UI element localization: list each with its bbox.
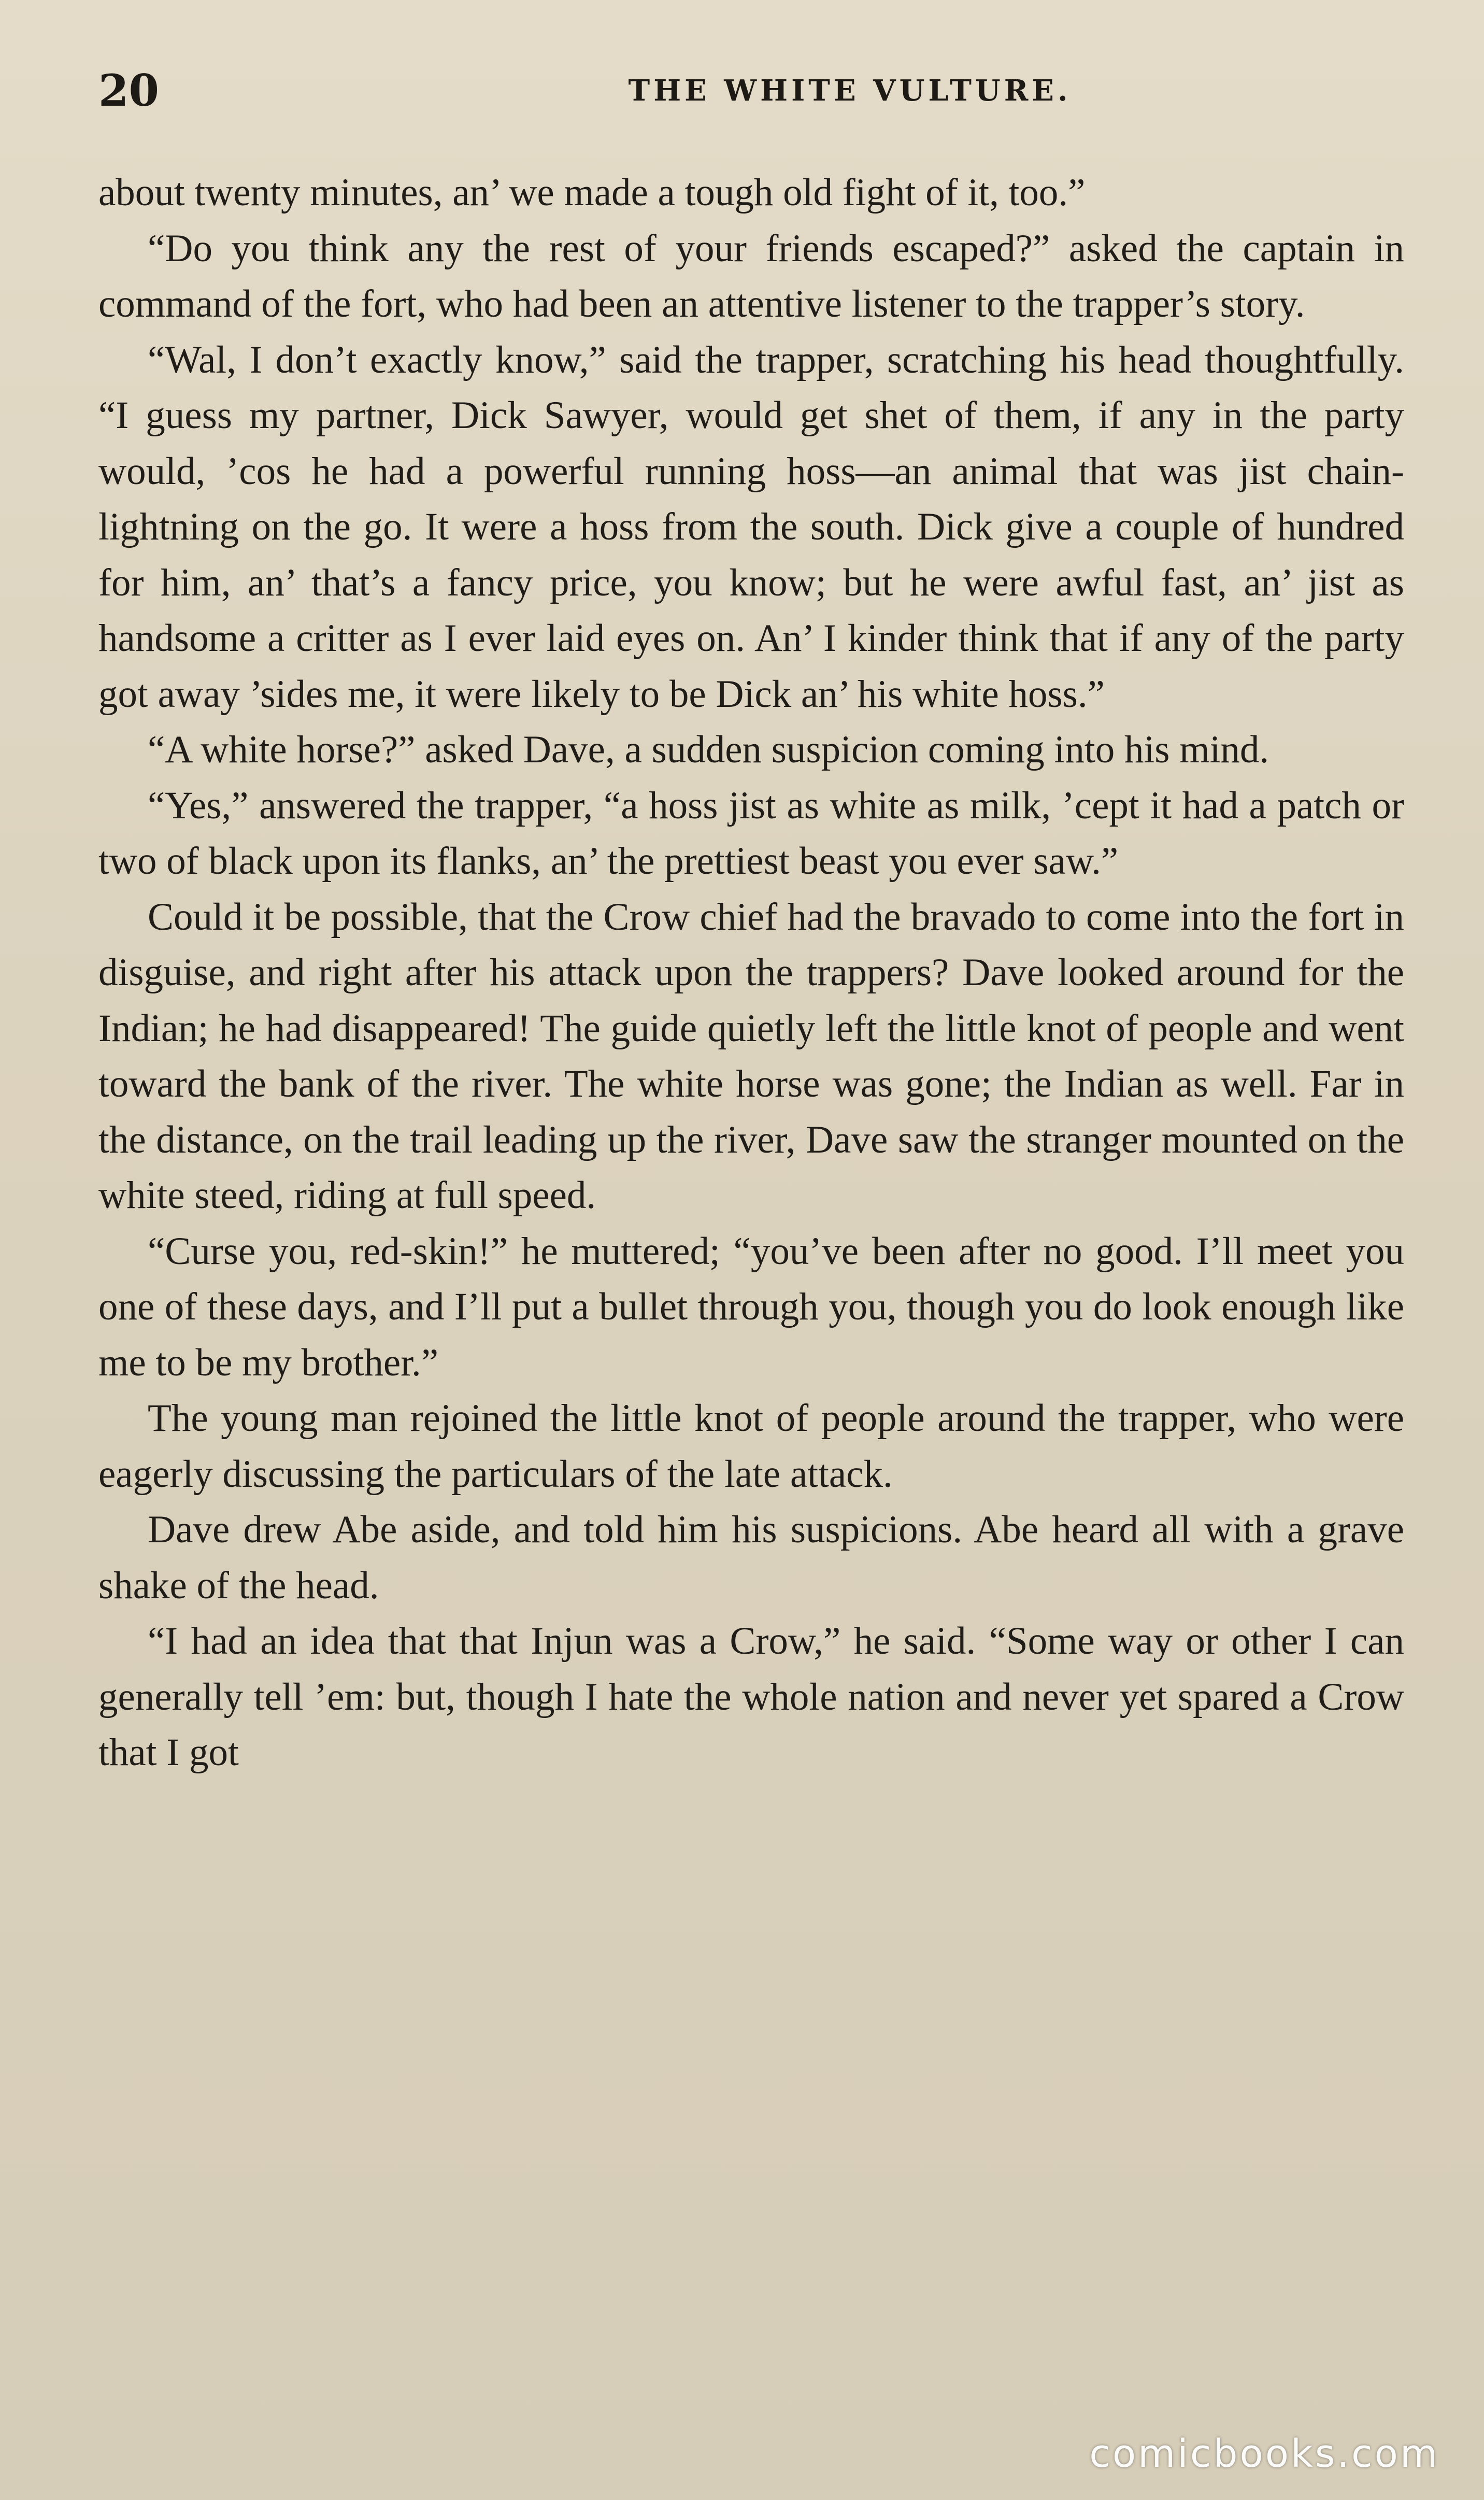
page-number: 20 <box>98 65 159 116</box>
paragraph: about twenty minutes, an’ we made a tough old fight of it, too.” <box>98 171 1086 214</box>
paragraph: “Do you think any the rest of your friends escaped?” asked the captain in command of the fort, who had been an attentive listener to the trapper’s story. <box>98 226 1404 325</box>
paragraph: “Yes,” answered the trapper, “a hoss jist as white as milk, ’cept it had a patch or two of black upon its flanks, an’ the prettiest beast you ever saw.” <box>98 784 1404 883</box>
running-title: THE WHITE VULTURE. <box>628 74 1072 108</box>
paragraph: Could it be possible, that the Crow chief had the bravado to come into the fort in disguise, and right after his attack upon the trappers? Dave looked around for the Indian; he had disappeared! The guide quietly left the little knot of people and went toward the bank of the river. The white horse was gone; the Indian as well. Far in the distance, on the trail leading up the river, Dave saw the stranger mounted on the white steed, riding at full speed. <box>98 895 1404 1217</box>
paragraph: “A white horse?” asked Dave, a sudden suspicion coming into his mind. <box>148 728 1269 771</box>
paragraph: Dave drew Abe aside, and told him his suspicions. Abe heard all with a grave shake of the head. <box>98 1508 1404 1607</box>
body-text <box>98 165 1404 1781</box>
paragraph: The young man rejoined the little knot of people around the trapper, who were eagerly discussing the particulars of the late attack. <box>98 1397 1404 1496</box>
watermark: comicbooks.com <box>1089 2432 1439 2476</box>
paragraph: “Curse you, red-skin!” he muttered; “you’ve been after no good. I’ll meet you one of these days, and I’ll put a bullet through you, though you do look enough like me to be my brother.” <box>98 1229 1404 1384</box>
paragraph: “I had an idea that that Injun was a Crow,” he said. “Some way or other I can generally tell ’em: but, though I hate the whole nation and never yet spared a Crow that I got <box>98 1620 1404 1774</box>
page-header <box>98 62 1404 119</box>
paragraph: “Wal, I don’t exactly know,” said the trapper, scratching his head thoughtfully. “I guess my partner, Dick Sawyer, would get shet of them, if any in the party would, ’cos he had a powerful running hoss—an animal that was jist chain-lightning on the go. It were a hoss from the south. Dick give a couple of hundred for him, an’ that’s a fancy price, you know; but he were awful fast, an’ jist as handsome a critter as I ever laid eyes on. An’ I kinder think that if any of the party got away ’sides me, it were likely to be Dick an’ his white hoss.” <box>98 338 1404 716</box>
